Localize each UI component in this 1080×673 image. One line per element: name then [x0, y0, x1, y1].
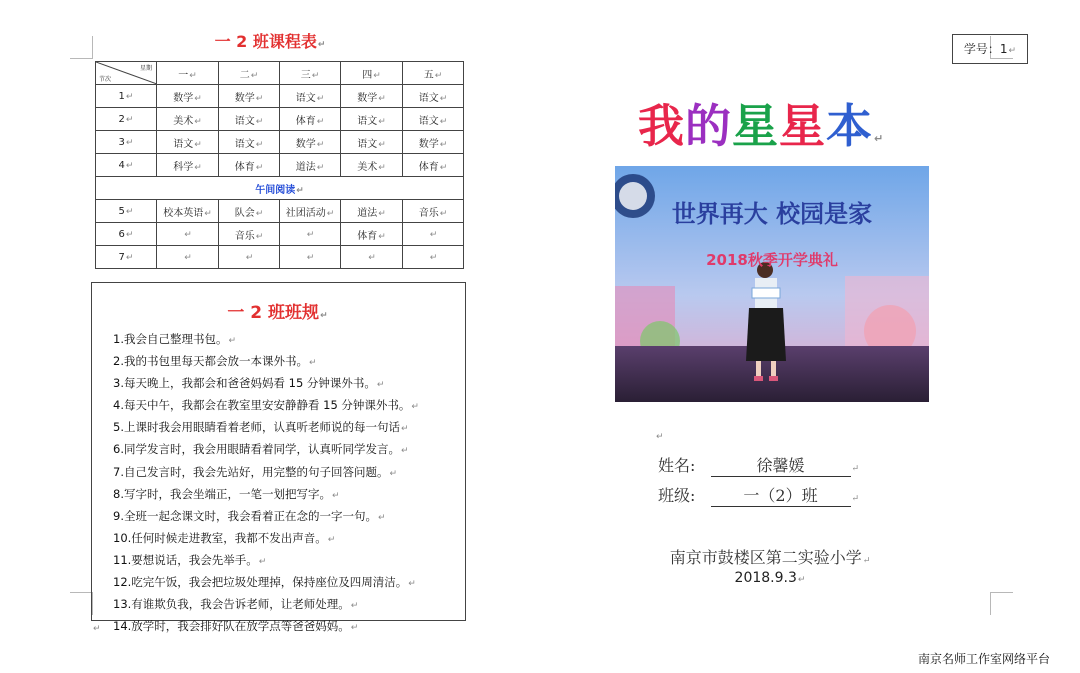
paragraph-mark: ↵: [656, 432, 664, 442]
rule-item: 1.我会自己整理书包。↵: [113, 332, 237, 346]
period-number: 4↵: [96, 154, 157, 177]
schedule-title: 一 2 班课程表↵: [214, 32, 326, 51]
photo-banner-line1: 世界再大 校园是家: [671, 199, 873, 228]
name-label: 姓名:: [658, 456, 696, 475]
class-rules-list: [113, 329, 463, 638]
cover-title-char: 的: [685, 99, 732, 153]
schedule-cell: ↵: [403, 246, 464, 269]
rule-item: 11.要想说话，我会先举手。↵: [113, 552, 267, 567]
crop-mark-bottom-left: [70, 592, 93, 615]
rule-item: 3.每天晚上，我都会和爸爸妈妈看 15 分钟课外书。↵: [113, 376, 385, 391]
schedule-cell: 道法↵: [280, 154, 341, 177]
schedule-cell: 队会↵: [219, 200, 280, 223]
period-number: 3↵: [96, 131, 157, 154]
schedule-cell: 数学↵: [280, 131, 341, 154]
day-header: 五↵: [403, 62, 464, 85]
schedule-table: [95, 61, 464, 269]
paragraph-mark: ↵: [93, 624, 101, 634]
schedule-cell: 数学↵: [403, 131, 464, 154]
watermark: 南京名师工作室网络平台: [918, 652, 1051, 666]
schedule-cell: 数学↵: [157, 85, 219, 108]
day-header: 三↵: [280, 62, 341, 85]
period-number: 1↵: [96, 85, 157, 108]
cover-title-char: 星: [732, 99, 779, 153]
schedule-cell: ↵: [403, 223, 464, 246]
schedule-cell: ↵: [280, 223, 341, 246]
class-label: 班级:: [658, 486, 696, 505]
schedule-cell: 音乐↵: [219, 223, 280, 246]
schedule-row: [96, 200, 464, 223]
student-id-box: 学号：1↵: [952, 34, 1028, 64]
corner-weekday-label: 星期: [139, 65, 152, 72]
schedule-cell: 校本英语↵: [157, 200, 219, 223]
rule-item: 9.全班一起念课文时，我会看着正在念的一字一句。↵: [113, 508, 386, 523]
schedule-row: [96, 223, 464, 246]
crop-mark-bottom-right: [990, 592, 1013, 615]
rule-item: 10.任何时候走进教室，我都不发出声音。↵: [113, 530, 336, 545]
ceremony-photo: [615, 166, 929, 402]
crop-mark-top-left: [70, 36, 93, 59]
period-number: 7↵: [96, 246, 157, 269]
rule-item: 6.同学发言时，我会用眼睛看着同学，认真听同学发言。↵: [113, 442, 409, 457]
day-header: 二↵: [219, 62, 280, 85]
rule-item: 13.有谁欺负我，我会告诉老师，让老师处理。↵: [113, 597, 359, 612]
schedule-row: [96, 108, 464, 131]
schedule-cell: 语文↵: [280, 85, 341, 108]
schedule-row: [96, 85, 464, 108]
schedule-cell: 音乐↵: [403, 200, 464, 223]
ceremony-photo-illustration: [615, 166, 929, 402]
class-value: 一（2）班: [711, 483, 851, 507]
noon-reading-label: 午间阅读↵: [96, 177, 464, 200]
schedule-cell: 语文↵: [403, 108, 464, 131]
cover-date: 2018.9.3↵: [734, 570, 806, 586]
schedule-row: [96, 154, 464, 177]
schedule-cell: ↵: [157, 246, 219, 269]
schedule-cell: ↵: [280, 246, 341, 269]
day-header: 四↵: [341, 62, 403, 85]
schedule-cell: 科学↵: [157, 154, 219, 177]
period-number: 2↵: [96, 108, 157, 131]
noon-reading-row: [96, 177, 464, 200]
schedule-cell: 数学↵: [219, 85, 280, 108]
schedule-cell: 社团活动↵: [280, 200, 341, 223]
rule-item: 7.自己发言时，我会先站好，用完整的句子回答问题。↵: [113, 464, 398, 479]
schedule-cell: 体育↵: [341, 223, 403, 246]
cover-title-char: 星: [779, 99, 826, 153]
schedule-cell: 语文↵: [341, 108, 403, 131]
schedule-cell: 语文↵: [157, 131, 219, 154]
cover-title-char: 我: [638, 99, 685, 153]
day-header: 一↵: [157, 62, 219, 85]
rule-item: 12.吃完午饭，我会把垃圾处理掉，保持座位及四周清洁。↵: [113, 575, 416, 590]
schedule-cell: 语文↵: [403, 85, 464, 108]
schedule-row: [96, 131, 464, 154]
schedule-cell: 道法↵: [341, 200, 403, 223]
schedule-header-row: [96, 62, 464, 85]
name-value: 徐馨媛: [711, 453, 851, 477]
class-rules-title: 一 2 班班规↵: [227, 303, 328, 323]
schedule-cell: 美术↵: [341, 154, 403, 177]
schedule-cell: 语文↵: [219, 131, 280, 154]
schedule-cell: ↵: [157, 223, 219, 246]
rule-item: 5.上课时我会用眼睛看着老师，认真听老师说的每一句话↵: [113, 420, 409, 435]
cover-title-char: 本: [826, 99, 873, 153]
photo-banner-line2: 2018秋季开学典礼: [706, 251, 838, 269]
rule-item: 8.写字时，我会坐端正，一笔一划把写字。↵: [113, 486, 340, 501]
schedule-cell: 体育↵: [280, 108, 341, 131]
schedule-cell: 语文↵: [341, 131, 403, 154]
rule-item: 4.每天中午，我都会在教室里安安静静看 15 分钟课外书。↵: [113, 398, 419, 413]
name-row: 姓名: 徐馨媛 ↵: [658, 453, 859, 477]
cover-title: 我的星星本↵: [638, 90, 884, 156]
schedule-cell: ↵: [219, 246, 280, 269]
schedule-cell: 数学↵: [341, 85, 403, 108]
schedule-cell: 体育↵: [403, 154, 464, 177]
school-name: 南京市鼓楼区第二实验小学↵: [669, 548, 871, 567]
rule-item: 2.我的书包里每天都会放一本课外书。↵: [113, 354, 317, 369]
schedule-cell: 语文↵: [219, 108, 280, 131]
rule-item: 14.放学时，我会排好队在放学点等爸爸妈妈。↵: [113, 619, 359, 634]
schedule-row: [96, 246, 464, 269]
schedule-cell: 体育↵: [219, 154, 280, 177]
schedule-corner-cell: [96, 62, 157, 85]
schedule-cell: 美术↵: [157, 108, 219, 131]
corner-period-label: 节次: [99, 76, 112, 83]
schedule-cell: ↵: [341, 246, 403, 269]
period-number: 5↵: [96, 200, 157, 223]
period-number: 6↵: [96, 223, 157, 246]
class-row: 班级: 一（2）班 ↵: [658, 483, 859, 507]
